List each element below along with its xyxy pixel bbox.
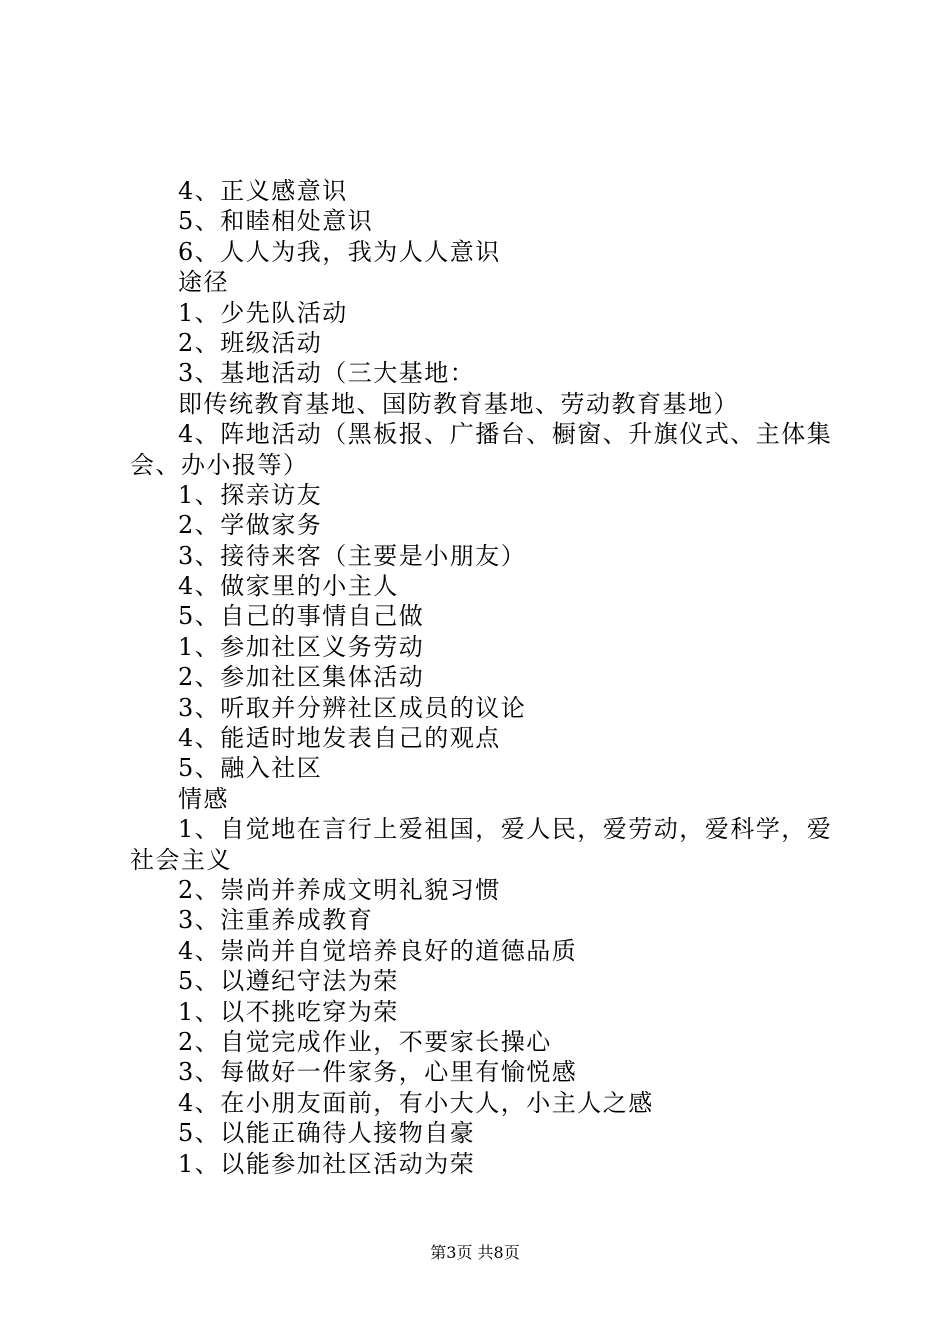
text-line: 6、人人为我，我为人人意识 <box>178 237 501 266</box>
text-line: 3、听取并分辨社区成员的议论 <box>178 693 527 722</box>
text-line: 4、做家里的小主人 <box>178 572 399 601</box>
text-line: 1、以能参加社区活动为荣 <box>178 1149 476 1178</box>
text-line: 1、参加社区义务劳动 <box>178 632 425 661</box>
page-footer <box>0 1242 950 1264</box>
text-line: 2、参加社区集体活动 <box>178 663 425 692</box>
text-line: 情感 <box>178 784 229 813</box>
text-line: 1、自觉地在言行上爱祖国，爱人民，爱劳动，爱科学，爱 <box>178 815 833 844</box>
text-line: 4、能适时地发表自己的观点 <box>178 724 501 753</box>
text-line: 2、自觉完成作业，不要家长操心 <box>178 1027 552 1056</box>
text-line: 4、在小朋友面前，有小大人，小主人之感 <box>178 1088 654 1117</box>
text-line: 1、探亲访友 <box>178 480 323 509</box>
text-line: 1、少先队活动 <box>178 298 348 327</box>
page-number: 第3页 共8页 <box>430 1243 520 1262</box>
text-line: 5、以遵纪守法为荣 <box>178 967 399 996</box>
text-line: 3、每做好一件家务，心里有愉悦感 <box>178 1058 578 1087</box>
text-line: 3、接待来客（主要是小朋友） <box>178 541 527 570</box>
text-line: 社会主义 <box>130 845 232 874</box>
text-line: 即传统教育基地、国防教育基地、劳动教育基地） <box>178 389 739 418</box>
text-line: 3、注重养成教育 <box>178 906 374 935</box>
text-line: 会、办小报等） <box>130 450 309 479</box>
text-line: 5、融入社区 <box>178 754 323 783</box>
text-line: 2、学做家务 <box>178 511 323 540</box>
text-line: 4、崇尚并自觉培养良好的道德品质 <box>178 936 578 965</box>
text-line: 1、以不挑吃穿为荣 <box>178 997 399 1026</box>
text-line: 5、以能正确待人接物自豪 <box>178 1119 476 1148</box>
text-line: 4、阵地活动（黑板报、广播台、橱窗、升旗仪式、主体集 <box>178 420 833 449</box>
document-body <box>130 176 835 1179</box>
text-line: 途径 <box>178 268 229 297</box>
text-line: 5、和睦相处意识 <box>178 207 374 236</box>
text-line: 4、正义感意识 <box>178 177 348 205</box>
text-line: 2、班级活动 <box>178 328 323 357</box>
text-line: 2、崇尚并养成文明礼貌习惯 <box>178 875 501 904</box>
text-line: 5、自己的事情自己做 <box>178 602 425 631</box>
text-line: 3、基地活动（三大基地： <box>178 359 476 388</box>
